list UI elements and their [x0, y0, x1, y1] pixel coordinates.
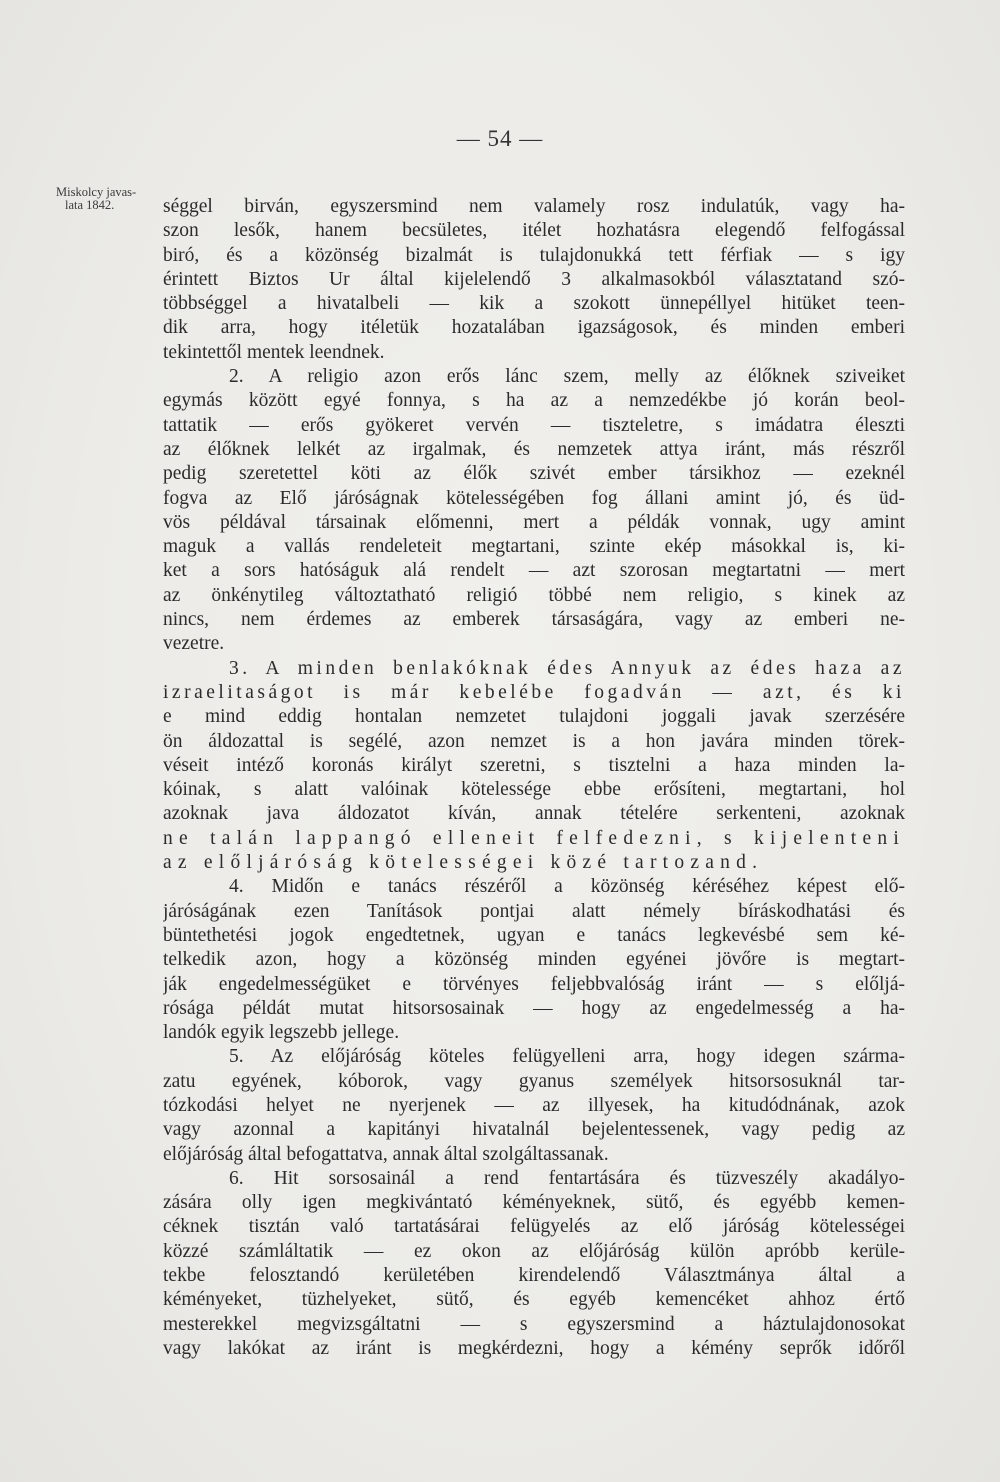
text-line: ne talán lappangó elleneit felfedezni, s kijelenteni	[163, 827, 905, 849]
text-line: büntethetési jogok engedtetnek, ugyan e tanács legkevésbé sem ké-	[163, 924, 905, 946]
text-line: nincs, nem érdemes az emberek társaságára, vagy az emberi ne-	[163, 609, 905, 631]
text-line: maguk a vallás rendeleteit megtartani, szinte ekép másokkal is, ki-	[163, 536, 905, 558]
margin-note-line: Miskolcy javas-	[56, 185, 137, 199]
text-line: fogva az Elő járóságnak kötelességében fog állani amint jó, és üd-	[163, 487, 905, 509]
text-line: az önkénytileg változtatható religió többé nem religio, s kinek az	[163, 584, 905, 606]
text-line: azoknak java áldozatot kíván, annak tételére serkenteni, azoknak	[163, 803, 905, 825]
text-line: az élőknek lelkét az irgalmak, és nemzetek attya iránt, más részről	[163, 438, 905, 460]
text-line: rósága példát mutat hitsorsosainak — hogy az engedelmesség a ha-	[163, 997, 905, 1019]
text-line: tekbe felosztandó kerületében kirendelendő Választmánya által a	[163, 1265, 905, 1287]
text-line: az előljáróság kötelességei közé tartozand.	[163, 852, 764, 874]
text-line: többséggel a hivatalbeli — kik a szokott ünnepéllyel hitüket teen-	[163, 293, 905, 315]
text-line: közzé számláltatik — ez okon az előjáróság külön apróbb kerüle-	[163, 1240, 905, 1262]
text-line: vezetre.	[163, 633, 225, 655]
text-line: vös példával társainak előmenni, mert a példák vonnak, ugy amint	[163, 511, 905, 533]
text-line: zására olly igen megkivántató kéményeknek, sütő, és egyébb kemen-	[163, 1192, 905, 1214]
text-line: érintett Biztos Ur által kijelelendő 3 alkalmasokból választatand szó-	[163, 268, 905, 290]
text-line: tattatik — erős gyökeret vervén — tiszteletre, s imádatra éleszti	[163, 414, 905, 436]
body-text	[163, 195, 905, 1361]
text-line: dik arra, hogy itéletük hozatalában igazságosok, és minden emberi	[163, 317, 905, 339]
text-line: 5. Az előjáróság köteles felügyelleni arra, hogy idegen szárma-	[229, 1046, 905, 1068]
text-line: egymás között egyé fonnya, s ha az a nemzedékbe jó korán beol-	[163, 390, 905, 412]
text-line: telkedik azon, hogy a közönség minden egyénei jövőre is megtart-	[163, 949, 905, 971]
text-line: ják engedelmességüket e törvényes feljebbvalóság iránt — s előljá-	[163, 973, 905, 995]
page-number: — 54 —	[456, 126, 544, 151]
text-line: landók egyik legszebb jellege.	[163, 1022, 400, 1044]
text-line: biró, és a közönség bizalmát is tulajdonukká tett férfiak — s igy	[163, 244, 905, 266]
text-line: mesterekkel megvizsgáltatni — s egyszersmind a háztulajdonosokat	[163, 1313, 905, 1335]
text-line: előjáróság által befogattatva, annak által szolgáltassanak.	[163, 1143, 609, 1165]
text-line: vagy lakókat az iránt is megkérdezni, hogy a kémény seprők időről	[163, 1337, 905, 1359]
text-line: 2. A religio azon erős lánc szem, melly az élőknek sziveiket	[229, 366, 905, 388]
text-line: séggel birván, egyszersmind nem valamely rosz indulatúk, vagy ha-	[163, 196, 905, 217]
text-line: tekintettől mentek leendnek.	[163, 341, 385, 363]
text-line: 4. Midőn e tanács részéről a közönség kéréséhez képest elő-	[229, 876, 905, 898]
text-line: vagy azonnal a kapitányi hivatalnál bejelentessenek, vagy pedig az	[163, 1119, 905, 1141]
text-line: ön áldozattal is segélé, azon nemzet is a hon javára minden törek-	[163, 730, 905, 752]
text-line: céknek tisztán való tartatásárai felügyelés az elő járóság kötelességei	[163, 1216, 905, 1238]
text-line: kéményeket, tüzhelyeket, sütő, és egyéb kemencéket ahhoz értő	[163, 1289, 905, 1311]
text-line: járóságának ezen Tanítások pontjai alatt némely bíráskodhatási és	[163, 900, 905, 922]
margin-note-line: lata 1842.	[65, 198, 115, 212]
text-line: zatu egyének, kóborok, vagy gyanus személyek hitsorsosuknál tar-	[163, 1070, 905, 1092]
text-line: 6. Hit sorsosainál a rend fentartására és tüzveszély akadályo-	[229, 1167, 905, 1189]
text-line: 3. A minden benlakóknak édes Annyuk az édes haza az	[229, 657, 905, 679]
margin-note	[56, 186, 156, 212]
text-line: pedig szeretettel köti az élők szivét ember társikhoz — ezeknél	[163, 463, 905, 485]
text-line: tózkodási helyet ne nyerjenek — az illyesek, ha kitudódnának, azok	[163, 1094, 905, 1116]
text-line: izraelitaságot is már kebelébe fogadván — azt, és ki	[163, 681, 905, 703]
text-line: e mind eddig hontalan nemzetet tulajdoni joggali javak szerzésére	[163, 706, 905, 728]
text-line: véseit intéző koronás királyt szeretni, s tisztelni a haza minden la-	[163, 754, 905, 776]
text-line: kóinak, s alatt valóinak kötelessége ebbe erősíteni, megtartani, hol	[163, 779, 905, 801]
text-line: szon lesők, hanem becsületes, itélet hozhatásra elegendő felfogással	[163, 220, 905, 242]
text-line: ket a sors hatóságuk alá rendelt — azt szorosan megtartatni — mert	[163, 560, 905, 582]
